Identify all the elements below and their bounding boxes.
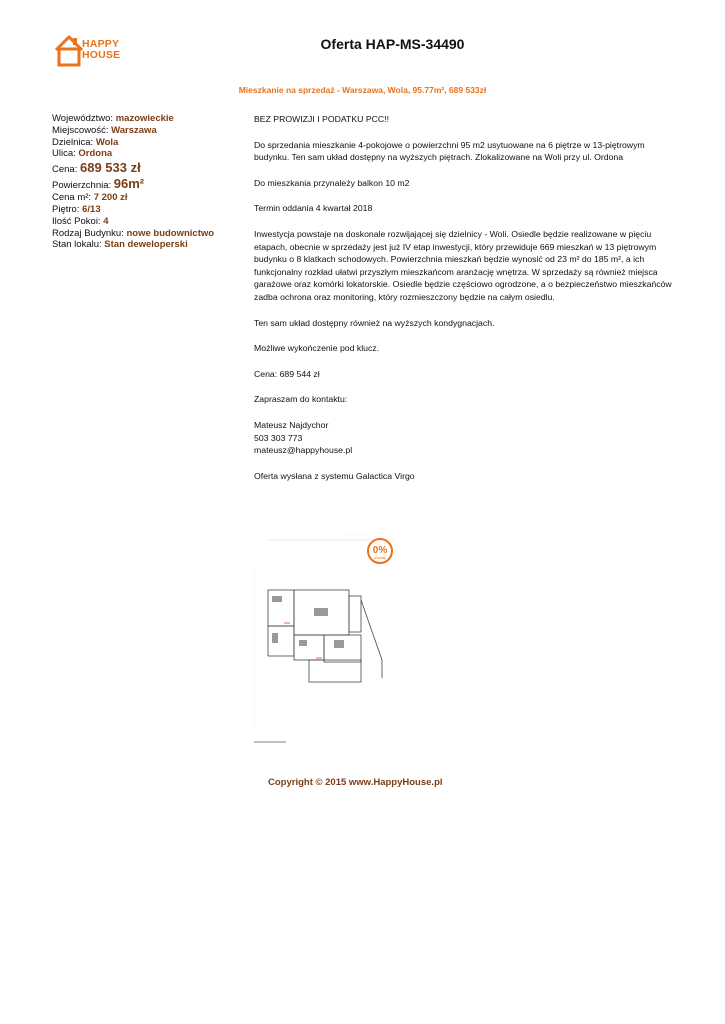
contact-block: [254, 419, 674, 457]
logo-text: HAPPY HOUSE: [82, 38, 121, 61]
description-paragraph: Do sprzedania mieszkanie 4-pokojowe o powierzchni 95 m2 usytuowane na 6 piętrze w 13-piętrowym budynku. Ten sam układ dostępny na wyższych piętrach. Zlokalizowane na Woli przy ul. Ordona: [254, 139, 645, 163]
plan-badge-subtext: prowizji: [374, 556, 386, 560]
description-paragraph: Ten sam układ dostępny również na wyższych kondygnacjach.: [254, 317, 495, 328]
svg-text:. . . . . . . . . . . . . . .: . . . . . . . . . . . . . . .: [344, 532, 369, 536]
description-paragraph: Inwestycja powstaje na doskonale rozwijającej się dzielnicy - Woli. Osiedle będzie realizowane w pięciu etapach, obecnie w sprzedaży jest już IV etap inwestycji, który przewiduje 669 mieszkań w 13 piętrowym budynku o 8 klatkach schodowych. Powierzchnia mieszkań będzie wynosić od 23 m² do 185 m², a ich funkcjonalny rozkład ułatwi przyszłym mieszkańcom aranżację wnętrza. W sprzedaży są również miejsca garażowe oraz komórki lokatorskie. Osiedle będzie częściowo ogrodzone, a o bezpieczeństwo mieszkańców zadba ochrona oraz monitoring, który rozmieszczony będzie na całym osiedlu.: [254, 228, 672, 302]
detail-miejscowosc: Miejscowość: Warszawa: [52, 124, 157, 136]
detail-cena-m2: Cena m²: 7 200 zł: [52, 192, 128, 204]
detail-ulica: Ulica: Ordona: [52, 148, 113, 160]
description-paragraph: Możliwe wykończenie pod klucz.: [254, 343, 380, 354]
contact-name: Mateusz Najdychor: [254, 419, 329, 430]
detail-budynek: Rodzaj Budynku: nowe budownictwo: [52, 227, 215, 239]
detail-cena: Cena: 689 533 zł: [52, 160, 141, 176]
detail-dzielnica: Dzielnica: Wola: [52, 136, 119, 148]
detail-stan: Stan lokalu: Stan deweloperski: [52, 239, 188, 251]
detail-powierzchnia: Powierzchnia: 96m²: [52, 176, 145, 192]
offer-details: [52, 113, 242, 251]
copyright-text: Copyright © 2015 www.HappyHouse.pl: [268, 777, 443, 788]
description-paragraph: Termin oddania 4 kwartał 2018: [254, 203, 373, 214]
contact-phone: 503 303 773: [254, 432, 303, 443]
description-paragraph: Cena: 689 544 zł: [254, 368, 320, 379]
offer-subtitle: Mieszkanie na sprzedaż - Warszawa, Wola, 95.77m², 689 533zł: [238, 85, 487, 95]
detail-pokoje: Ilość Pokoi: 4: [52, 215, 109, 227]
contact-email: mateusz@happyhouse.pl: [254, 445, 353, 456]
description-paragraph: Zapraszam do kontaktu:: [254, 394, 348, 405]
description-paragraph: Oferta wysłana z systemu Galactica Virgo: [254, 470, 415, 481]
offer-title: Oferta HAP-MS-34490: [320, 36, 465, 52]
offer-description: [254, 113, 674, 495]
description-paragraph: Do mieszkania przynależy balkon 10 m2: [254, 177, 410, 188]
floor-plan-image: [254, 528, 399, 748]
detail-wojewodztwo: Województwo: mazowieckie: [52, 113, 174, 124]
description-paragraph: BEZ PROWIZJI I PODATKU PCC!!: [254, 114, 389, 124]
plan-badge-text: 0%: [372, 545, 388, 556]
detail-pietro: Piętro: 6/13: [52, 203, 101, 215]
